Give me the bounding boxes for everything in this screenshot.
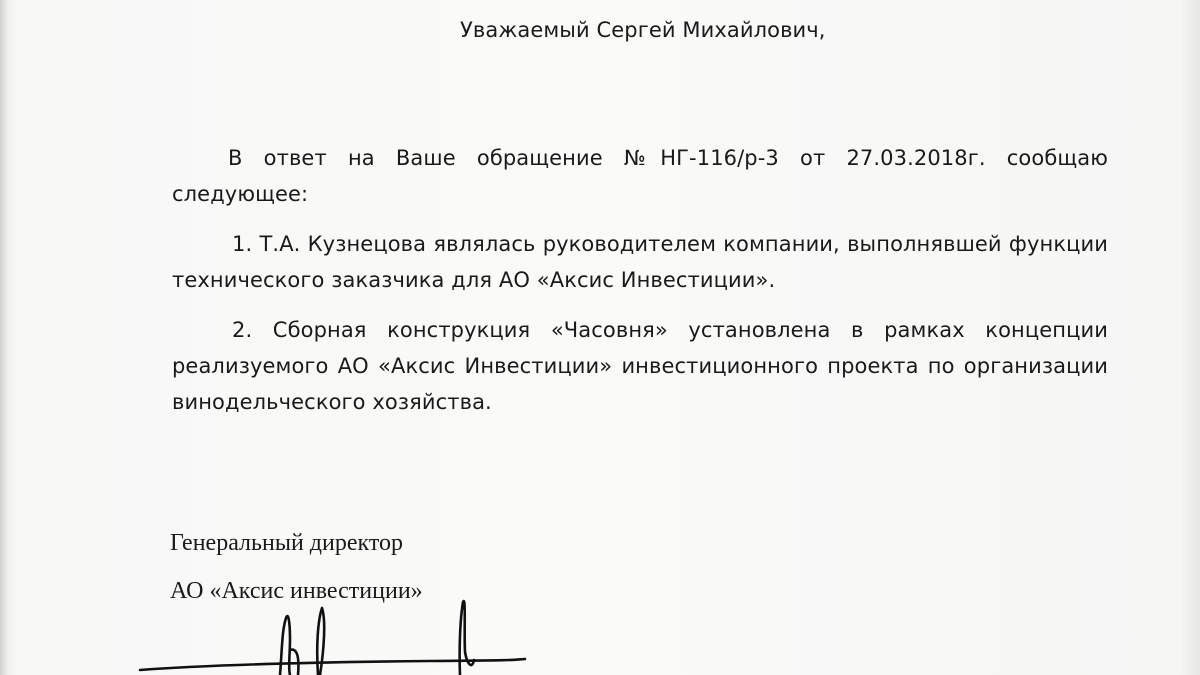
- letter-greeting: Уважаемый Сергей Михайлович,: [460, 18, 826, 42]
- letter-item-1: 1. Т.А. Кузнецова являлась руководителем компании, выполнявшей функции технического заказчика для АО «Аксис Инвестиции».: [172, 232, 1108, 292]
- signatory-title: Генеральный директор: [170, 530, 404, 556]
- letter-item-2: 2. Сборная конструкция «Часовня» установлена в рамках концепции реализуемого АО «Аксис Инвестиции» инвестиционного проекта по организации винодельческого хозяйства.: [172, 318, 1108, 414]
- letter-intro-paragraph: В ответ на Ваше обращение №НГ-116/р-3 от 27.03.2018г. сообщаю следующее:: [172, 146, 1108, 206]
- signatory-company: АО «Аксис инвестиции»: [170, 578, 423, 604]
- page-edge-shadow: [0, 0, 8, 675]
- handwritten-signature: [130, 590, 550, 675]
